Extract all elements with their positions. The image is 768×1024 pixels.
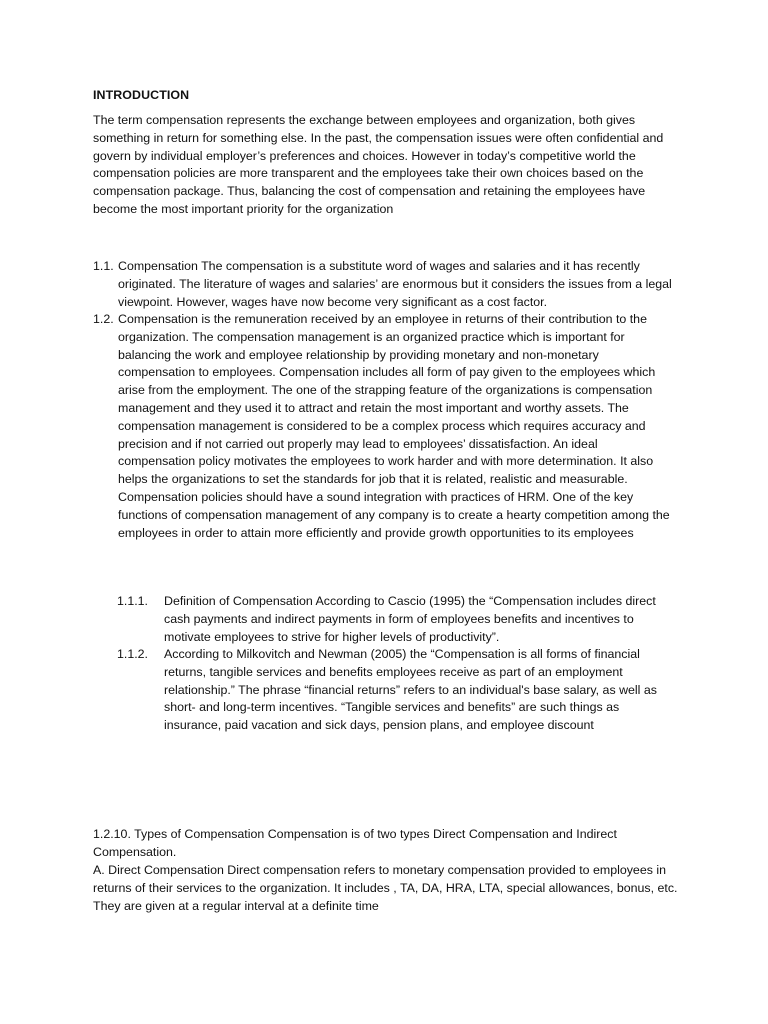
- introduction-heading: INTRODUCTION: [93, 88, 190, 102]
- list-item-text: Definition of Compensation According to Cascio (1995) the “Compensation includes direct cash payments and indirect payments in form of employees benefits and incentives to motivate employees to strive for higher levels of productivity”.: [164, 594, 656, 644]
- list-item-text: Compensation is the remuneration received by an employee in returns of their contribution to the organization. The compensation management is an organized practice which is important for balancing the work and employee relationship by providing monetary and non-monetary compensation to employees. Compensation includes all form of pay given to the employees which arise from the employment. The one of the strapping feature of the organizations is compensation management and they used it to attract and retain the most important and worthy assets. The compensation management is considered to be a complex process which requires accuracy and precision and if not carried out properly may lead to employees’ dissatisfaction. An ideal compensation policy motivates the employees to work harder and with more determination. It also helps the organizations to set the standards for job that it is related, realistic and measurable. Compensation policies should have a sound integration with practices of HRM. One of the key functions of compensation management of any company is to create a hearty competition among the employees in order to attain more efficiently and provide growth opportunities to its employees: [118, 312, 670, 540]
- list-number: 1.2.: [93, 312, 114, 326]
- list-item-text: Compensation The compensation is a substitute word of wages and salaries and it has recently originated. The literature of wages and salaries’ are enormous but it considers the issues from a legal viewpoint. However, wages have now become very significant as a cost factor.: [118, 259, 672, 309]
- list-item-text: According to Milkovitch and Newman (2005) the “Compensation is all forms of financial returns, tangible services and benefits employees receive as part of an employment relationship.” The phrase “financial returns” refers to an individual's base salary, as well as short- and long-term incentives. “Tangible services and benefits” are such things as insurance, paid vacation and sick days, pension plans, and employee discount: [164, 647, 657, 733]
- list-item-1-1: [93, 258, 678, 311]
- list-item-1-2: [93, 311, 678, 542]
- direct-compensation-paragraph: A. Direct Compensation Direct compensation refers to monetary compensation provided to employees in returns of their services to the organization. It includes , TA, DA, HRA, LTA, special allowances, bonus, etc. They are given at a regular interval at a definite time: [93, 863, 678, 913]
- list-item-1-1-1: [117, 593, 657, 646]
- list-item-1-1-2: [117, 646, 657, 735]
- list-number: 1.1.1.: [117, 594, 149, 608]
- types-of-compensation-paragraph: 1.2.10. Types of Compensation Compensation is of two types Direct Compensation and Indirect Compensation.: [93, 827, 617, 859]
- list-number: 1.1.: [93, 259, 114, 273]
- intro-paragraph: The term compensation represents the exchange between employees and organization, both gives something in return for something else. In the past, the compensation issues were often confidential and govern by individual employer’s preferences and choices. However in today’s competitive world the compensation policies are more transparent and the employees take their own choices based on the compensation package. Thus, balancing the cost of compensation and retaining the employees have become the most important priority for the organization: [93, 113, 664, 216]
- list-number: 1.1.2.: [117, 647, 149, 661]
